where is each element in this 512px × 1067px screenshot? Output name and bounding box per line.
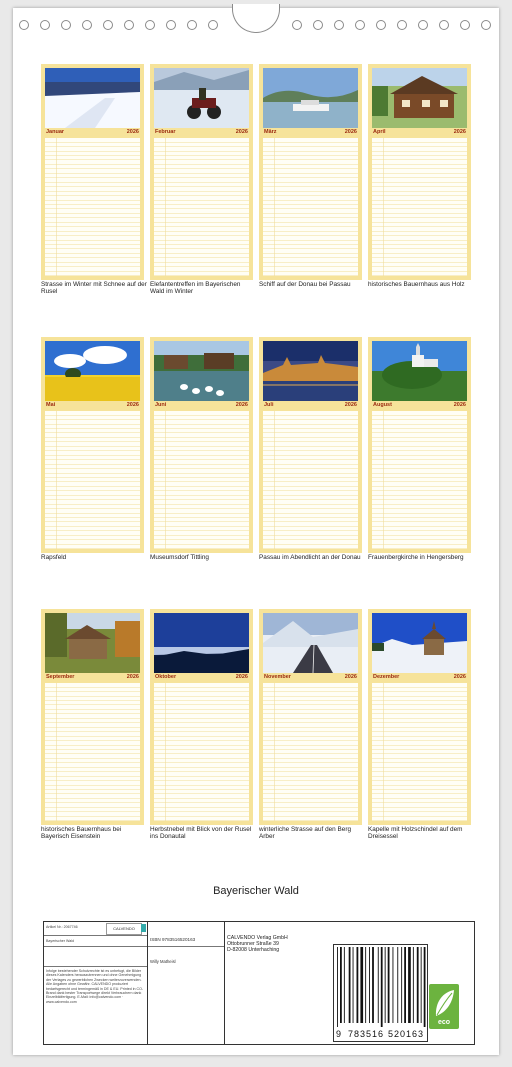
photo-caption: Strasse im Winter mit Schnee auf der Rusel xyxy=(41,281,147,296)
eco-badge xyxy=(429,984,459,1029)
photo-caption: historisches Bauernhaus bei Bayerisch Eisenstein xyxy=(41,826,122,841)
publisher-street: Ottobrunner Straße 39 xyxy=(227,941,279,947)
month-card-4 xyxy=(368,64,471,280)
month-header xyxy=(372,402,467,410)
month-header xyxy=(372,129,467,137)
month-card-5 xyxy=(41,337,144,553)
day-grid xyxy=(372,411,467,549)
binding-hole xyxy=(82,20,92,30)
month-photo xyxy=(263,613,358,673)
day-grid xyxy=(372,683,467,821)
photo-caption: Herbstnebel mit Blick von der Rusel ins Donautal xyxy=(150,826,252,841)
month-name: Juli xyxy=(264,402,274,408)
month-photo xyxy=(372,68,467,128)
month-year: 2026 xyxy=(126,129,139,135)
month-name: März xyxy=(264,129,277,135)
month-card-1 xyxy=(41,64,144,280)
month-header xyxy=(154,674,249,682)
binding-hole xyxy=(334,20,344,30)
month-card-2 xyxy=(150,64,253,280)
month-year: 2026 xyxy=(344,674,357,680)
calendar-title: Bayerischer Wald xyxy=(213,885,299,897)
article-number: Artikel Nr.: 2067746 xyxy=(46,925,78,929)
day-grid xyxy=(45,138,140,276)
month-card-9 xyxy=(41,609,144,825)
info-column-left xyxy=(44,922,148,1044)
month-header xyxy=(263,129,358,137)
binding-hole xyxy=(397,20,407,30)
photo-caption: Kapelle mit Holzschindel auf dem Dreisessel xyxy=(368,826,463,841)
binding-hole xyxy=(61,20,71,30)
month-photo xyxy=(154,613,249,673)
month-photo xyxy=(154,341,249,401)
month-year: 2026 xyxy=(126,674,139,680)
day-grid xyxy=(154,138,249,276)
month-card-12 xyxy=(368,609,471,825)
binding-hole xyxy=(103,20,113,30)
month-card-7 xyxy=(259,337,362,553)
day-grid xyxy=(45,683,140,821)
info-column-middle xyxy=(148,922,225,1044)
month-header xyxy=(372,674,467,682)
month-name: September xyxy=(46,674,75,680)
photo-caption: Museumsdorf Tittling xyxy=(150,554,209,561)
month-name: Mai xyxy=(46,402,56,408)
month-card-10 xyxy=(150,609,253,825)
month-name: Juni xyxy=(155,402,167,408)
month-year: 2026 xyxy=(235,129,248,135)
month-header xyxy=(263,402,358,410)
month-year: 2026 xyxy=(453,402,466,408)
binding-hole xyxy=(208,20,218,30)
binding-hole xyxy=(292,20,302,30)
month-year: 2026 xyxy=(344,402,357,408)
month-card-3 xyxy=(259,64,362,280)
binding-hole xyxy=(376,20,386,30)
binding-hole xyxy=(355,20,365,30)
month-header xyxy=(45,674,140,682)
month-year: 2026 xyxy=(235,674,248,680)
month-photo xyxy=(263,68,358,128)
author: Willy Matheisl xyxy=(150,959,176,964)
binding-hole xyxy=(439,20,449,30)
isbn: ISBN 9783516520163 xyxy=(150,937,196,942)
month-photo xyxy=(372,341,467,401)
binding-hole xyxy=(187,20,197,30)
product-title-small: Bayerischer Wald xyxy=(46,939,75,943)
month-header xyxy=(263,674,358,682)
day-grid xyxy=(372,138,467,276)
day-grid xyxy=(45,411,140,549)
month-name: Januar xyxy=(46,129,65,135)
month-name: Oktober xyxy=(155,674,177,680)
month-photo xyxy=(154,68,249,128)
binding-hole xyxy=(40,20,50,30)
month-photo xyxy=(45,613,140,673)
binding-hole xyxy=(124,20,134,30)
photo-caption: Elefantentreffen im Bayerischen Wald im Winter xyxy=(150,281,241,296)
photo-caption: winterliche Strasse auf den Berg Arber xyxy=(259,826,352,841)
binding-hole xyxy=(166,20,176,30)
photo-caption: Passau im Abendlicht an der Donau xyxy=(259,554,361,561)
binding-hole xyxy=(145,20,155,30)
product-info-box xyxy=(43,921,475,1045)
barcode-digits-3: 520163 xyxy=(388,1029,425,1039)
publisher-name: CALVENDO Verlag GmbH xyxy=(227,935,288,941)
month-name: November xyxy=(264,674,291,680)
barcode xyxy=(333,944,428,1042)
barcode-digits-2: 783516 xyxy=(348,1029,385,1039)
month-photo xyxy=(263,341,358,401)
binding-hole xyxy=(460,20,470,30)
month-name: April xyxy=(373,129,386,135)
barcode-digit-1: 9 xyxy=(336,1029,342,1039)
month-header xyxy=(154,402,249,410)
month-year: 2026 xyxy=(126,402,139,408)
day-grid xyxy=(263,683,358,821)
month-header xyxy=(154,129,249,137)
month-year: 2026 xyxy=(344,129,357,135)
binding-hole xyxy=(313,20,323,30)
month-photo xyxy=(45,341,140,401)
month-name: August xyxy=(373,402,392,408)
month-name: Februar xyxy=(155,129,176,135)
binding-hole xyxy=(19,20,29,30)
month-photo xyxy=(45,68,140,128)
publisher-logo: CALVENDO xyxy=(106,923,142,935)
month-card-8 xyxy=(368,337,471,553)
eco-label: eco xyxy=(437,1019,451,1026)
month-name: Dezember xyxy=(373,674,400,680)
month-card-6 xyxy=(150,337,253,553)
day-grid xyxy=(154,683,249,821)
month-header xyxy=(45,402,140,410)
photo-caption: Rapsfeld xyxy=(41,554,67,561)
month-header xyxy=(45,129,140,137)
month-year: 2026 xyxy=(453,129,466,135)
month-year: 2026 xyxy=(453,674,466,680)
publisher-city: D-82008 Unterhaching xyxy=(227,947,280,953)
legal-text: Infolge bestehender Schutzrechte ist es unbefugt, die Bilder dieses Kalenders herauszutrennen und ohne Genehmigung der Verlages zu gewerblichen Zwecken weiterzuverwenden. Alle Angaben ohne Gewähr. CALVENDO produziert bedarfsgerecht und termingemäß in DE & EU. Printed in CO-Brand dank bester Transportwege direkt Verbrauchern dank Einzelbildfertigung. E-Mail: info@calvendo.com · www.calvendo.com xyxy=(46,969,144,1004)
month-photo xyxy=(372,613,467,673)
info-column-right xyxy=(225,922,333,1044)
binding-hole xyxy=(481,20,491,30)
month-year: 2026 xyxy=(235,402,248,408)
photo-caption: Schiff auf der Donau bei Passau xyxy=(259,281,351,288)
photo-caption: historisches Bauernhaus aus Holz xyxy=(368,281,465,288)
photo-caption: Frauenbergkirche in Hengersberg xyxy=(368,554,464,561)
calendar-page xyxy=(13,8,499,1055)
binding-hole xyxy=(418,20,428,30)
day-grid xyxy=(154,411,249,549)
day-grid xyxy=(263,138,358,276)
day-grid xyxy=(263,411,358,549)
month-card-11 xyxy=(259,609,362,825)
